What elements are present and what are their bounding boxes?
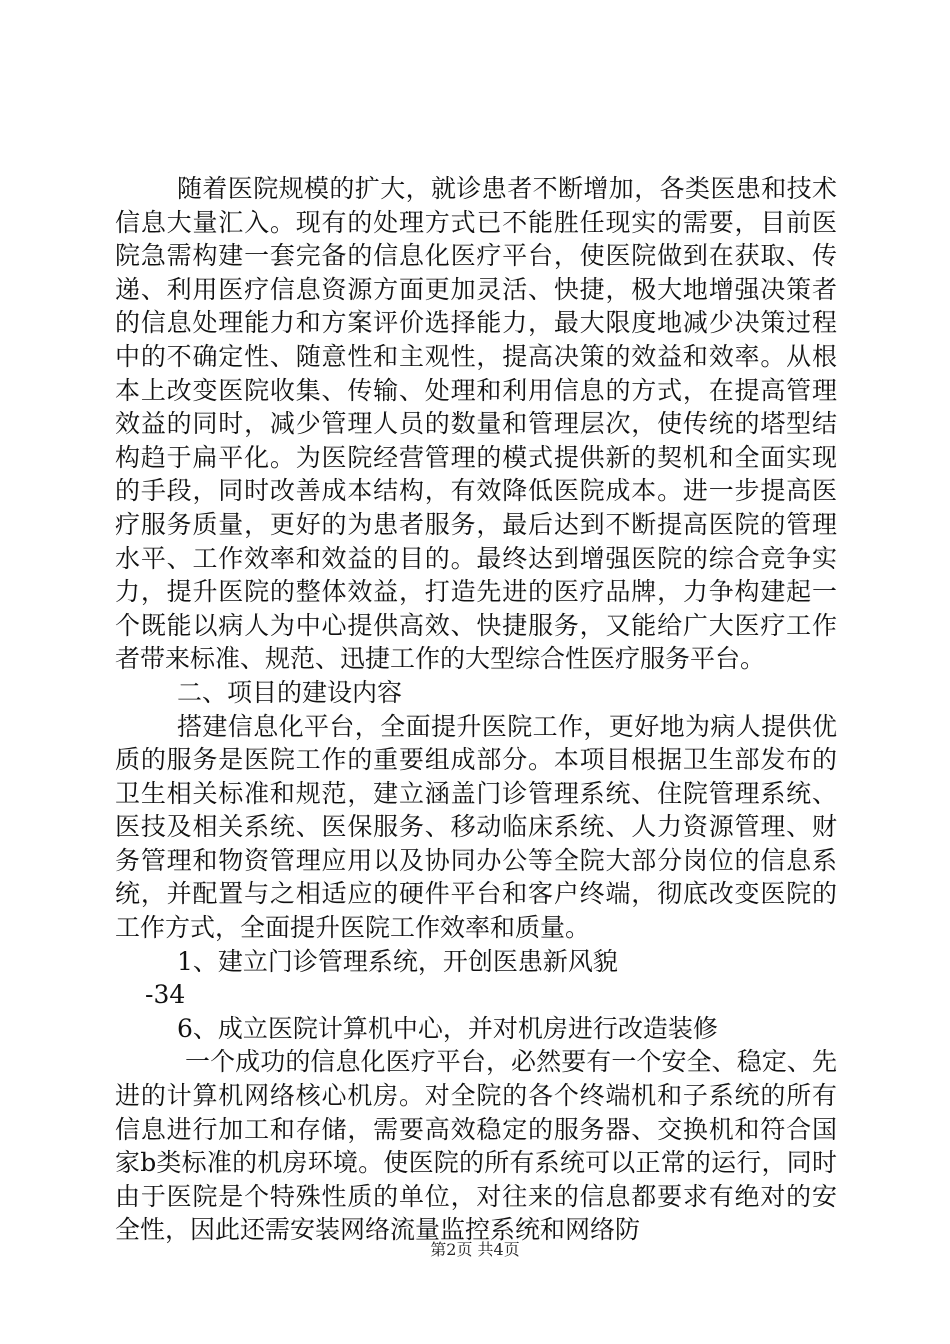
item-computer-center: 6、成立医院计算机中心，并对机房进行改造装修 [177, 1013, 718, 1043]
paragraph-platform: 搭建信息化平台，全面提升医院工作，更好地为病人提供优质的服务是医院工作的重要组成部分。本项目根据卫生部发布的卫生相关标准和规范，建立涵盖门诊管理系统、住院管理系统、医技及相关系统、医保服务、移动临床系统、人力资源管理、财务管理和物资管理应用以及协同办公等全院大部分岗位的信息系统，并配置与之相适应的硬件平台和客户终端，彻底改变医院的工作方式，全面提升医院工作效率和质量。 [115, 711, 837, 943]
paragraph-computer-room: 一个成功的信息化医疗平台，必然要有一个安全、稳定、先进的计算机网络核心机房。对全院的各个终端机和子系统的所有信息进行加工和存储，需要高效稳定的服务器、交换机和符合国家b类标准的机房环境。使医院的所有系统可以正常的运行，同时由于医院是个特殊性质的单位，对往来的信息都要求有绝对的安全性，因此还需安装网络流量监控系统和网络防 [115, 1047, 837, 1245]
item-outpatient-system: 1、建立门诊管理系统，开创医患新风貌 [177, 946, 618, 976]
paragraph-background: 随着医院规模的扩大，就诊患者不断增加，各类医患和技术信息大量汇入。现有的处理方式已不能胜任现实的需要，目前医院急需构建一套完备的信息化医疗平台，使医院做到在获取、传递、利用医疗信息资源方面更加灵活、快捷，极大地增强决策者的信息处理能力和方案评价选择能力，最大限度地减少决策过程中的不确定性、随意性和主观性，提高决策的效益和效率。从根本上改变医院收集、传输、处理和利用信息的方式，在提高管理效益的同时，减少管理人员的数量和管理层次，使传统的塔型结构趋于扁平化。为医院经营管理的模式提供新的契机和全面实现的手段，同时改善成本结构，有效降低医院成本。进一步提高医疗服务质量，更好的为患者服务，最后达到不断提高医院的管理水平、工作效率和效益的目的。最终达到增强医院的综合竞争实力，提升医院的整体效益，打造先进的医疗品牌，力争构建起一个既能以病人为中心提供高效、快捷服务，又能给广大医疗工作者带来标准、规范、迅捷工作的大型综合性医疗服务平台。 [115, 174, 837, 674]
page-footer: 第2页 共4页 [430, 1240, 520, 1259]
section-heading-construction: 二、项目的建设内容 [177, 677, 403, 707]
document-body [115, 172, 837, 1247]
page-marker: -34 [145, 980, 186, 1010]
